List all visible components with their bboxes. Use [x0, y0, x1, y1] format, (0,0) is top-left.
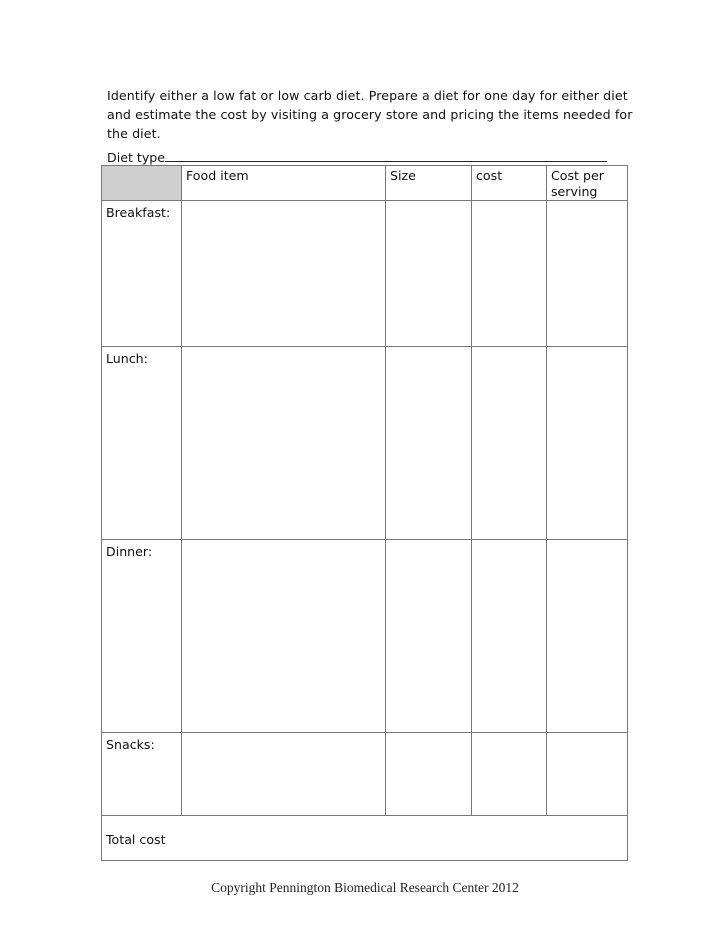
row-label-lunch: Lunch:: [102, 347, 182, 540]
total-cost-cell[interactable]: Total cost: [102, 816, 628, 861]
instructions-text: Identify either a low fat or low carb diet. Prepare a diet for one day for either diet and estimate the cost by visiting a grocery store and pricing the items needed for the diet.: [107, 88, 633, 141]
table-row-total: [102, 816, 628, 861]
dinner-cost-cell[interactable]: [472, 540, 547, 733]
copyright-footer: [0, 880, 728, 896]
breakfast-cost-per-serving-cell[interactable]: [547, 201, 628, 347]
snacks-food-item-cell[interactable]: [182, 733, 386, 816]
breakfast-food-item-cell[interactable]: [182, 201, 386, 347]
snacks-size-cell[interactable]: [386, 733, 472, 816]
header-meal-cell: [102, 166, 182, 201]
lunch-size-cell[interactable]: [386, 347, 472, 540]
snacks-cost-per-serving-cell[interactable]: [547, 733, 628, 816]
diet-type-label: Diet type: [107, 150, 166, 165]
table-row: [102, 540, 628, 733]
dinner-food-item-cell[interactable]: [182, 540, 386, 733]
breakfast-size-cell[interactable]: [386, 201, 472, 347]
table-header-row: [102, 166, 628, 201]
header-cost: cost: [472, 166, 547, 201]
copyright-text: Copyright Pennington Biomedical Research Center 2012: [211, 880, 519, 895]
breakfast-cost-cell[interactable]: [472, 201, 547, 347]
lunch-cost-per-serving-cell[interactable]: [547, 347, 628, 540]
table-row: [102, 201, 628, 347]
lunch-food-item-cell[interactable]: [182, 347, 386, 540]
lunch-cost-cell[interactable]: [472, 347, 547, 540]
table-row: [102, 733, 628, 816]
table-row: [102, 347, 628, 540]
diet-cost-table: [101, 165, 628, 861]
header-food-item: Food item: [182, 166, 386, 201]
row-label-breakfast: Breakfast:: [102, 201, 182, 347]
snacks-cost-cell[interactable]: [472, 733, 547, 816]
row-label-dinner: Dinner:: [102, 540, 182, 733]
dinner-cost-per-serving-cell[interactable]: [547, 540, 628, 733]
diet-type-blank-line: [165, 149, 607, 162]
dinner-size-cell[interactable]: [386, 540, 472, 733]
header-size: Size: [386, 166, 472, 201]
diet-type-field: [107, 149, 607, 166]
header-cost-per-serving: Cost per serving: [547, 166, 628, 201]
row-label-snacks: Snacks:: [102, 733, 182, 816]
